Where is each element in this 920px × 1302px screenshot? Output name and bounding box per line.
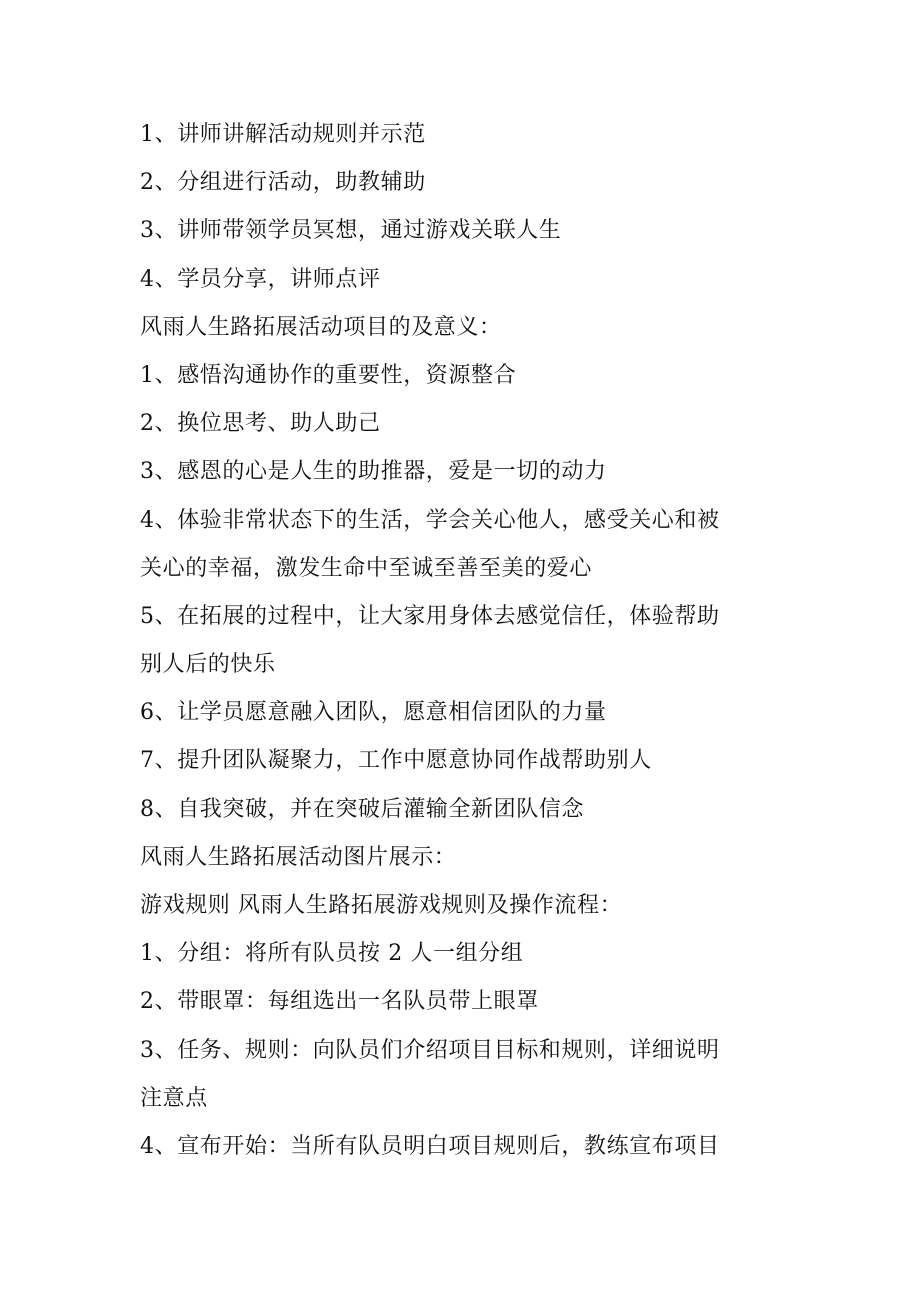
text-line: 1、讲师讲解活动规则并示范 xyxy=(140,122,426,147)
text-line: 2、分组进行活动，助教辅助 xyxy=(140,170,426,196)
text-line: 5、在拓展的过程中，让大家用身体去感觉信任，体验帮助 xyxy=(140,603,720,629)
text-line: 4、宣布开始：当所有队员明白项目规则后，教练宣布项目 xyxy=(140,1133,720,1159)
text-line: 1、感悟沟通协作的重要性，资源整合 xyxy=(140,362,517,388)
text-line: 6、让学员愿意融入团队，愿意相信团队的力量 xyxy=(140,700,607,726)
section-heading: 游戏规则 风雨人生路拓展游戏规则及操作流程： xyxy=(140,893,623,918)
text-line: 4、学员分享，讲师点评 xyxy=(140,266,381,292)
section-heading: 风雨人生路拓展活动图片展示： xyxy=(140,844,457,870)
text-line: 7、提升团队凝聚力，工作中愿意协同作战帮助别人 xyxy=(140,748,652,774)
text-line: 3、任务、规则：向队员们介绍项目目标和规则，详细说明 xyxy=(140,1037,720,1063)
text-line: 1、分组：将所有队员按 2 人一组分组 xyxy=(140,941,524,967)
document-body xyxy=(140,111,800,1171)
text-line: 8、自我突破，并在突破后灌输全新团队信念 xyxy=(140,796,584,822)
text-line: 4、体验非常状态下的生活，学会关心他人，感受关心和被 xyxy=(140,507,720,533)
text-line: 2、带眼罩：每组选出一名队员带上眼罩 xyxy=(140,989,539,1015)
text-line: 3、感恩的心是人生的助推器，爱是一切的动力 xyxy=(140,459,607,485)
text-line: 3、讲师带领学员冥想，通过游戏关联人生 xyxy=(140,218,562,244)
text-line: 别人后的快乐 xyxy=(140,652,276,678)
text-line: 注意点 xyxy=(140,1085,208,1111)
text-line: 2、换位思考、助人助己 xyxy=(140,411,381,437)
text-line: 关心的幸福，激发生命中至诚至善至美的爱心 xyxy=(140,555,593,581)
section-heading: 风雨人生路拓展活动项目的及意义： xyxy=(140,314,502,340)
